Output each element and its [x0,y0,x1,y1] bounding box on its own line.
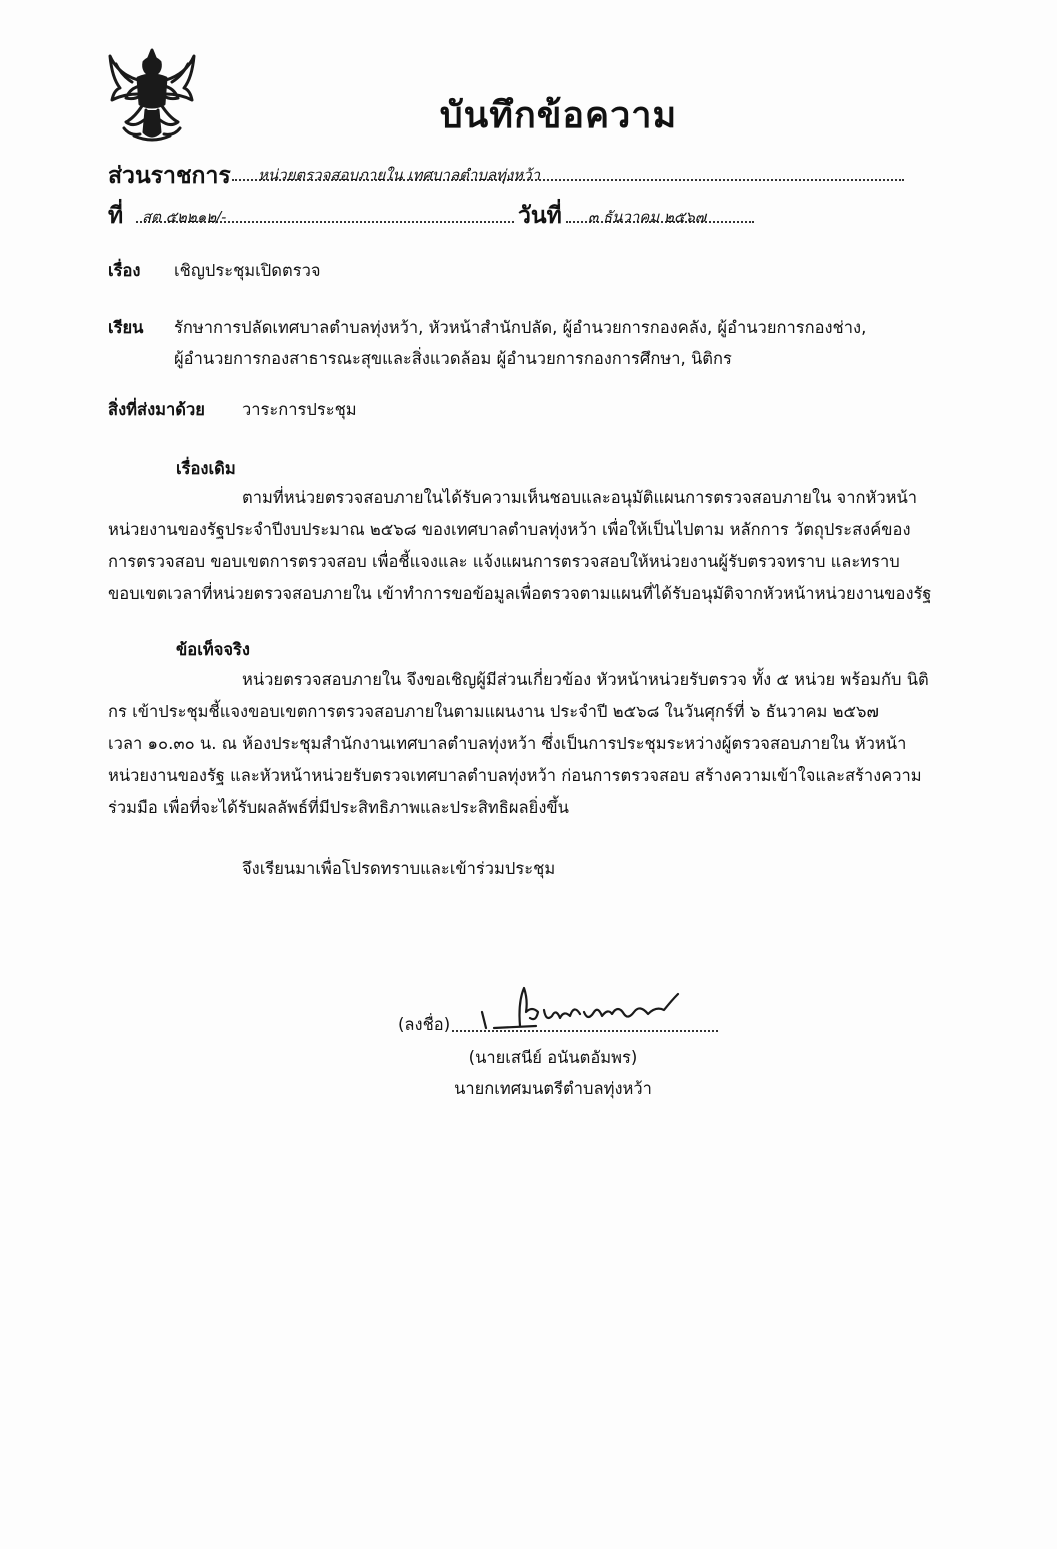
number-value: สต ๕๒๒๑๒/- [142,208,227,226]
facts-heading: ข้อเท็จจริง [176,640,250,659]
background-line: ตามที่หน่วยตรวจสอบภายในได้รับความเห็นชอบและอนุมัติแผนการตรวจสอบภายใน จากหัวหน้า [242,488,918,507]
facts-line: ร่วมมือ เพื่อที่จะได้รับผลลัพธ์ที่มีประสิทธิภาพและประสิทธิผลยิ่งขึ้น [108,798,569,817]
agency-value: หน่วยตรวจสอบภายใน เทศบาลตำบลทุ่งหว้า [258,166,540,184]
to-label: เรียน [108,318,144,337]
signer-position: นายกเทศมนตรีตำบลทุ่งหว้า [454,1079,652,1098]
subject-label: เรื่อง [108,261,141,280]
closing-text: จึงเรียนมาเพื่อโปรดทราบและเข้าร่วมประชุม [242,859,556,878]
background-line: ขอบเขตเวลาที่หน่วยตรวจสอบภายใน เข้าทำการขอข้อมูลเพื่อตรวจตามแผนที่ได้รับอนุมัติจากหัวหน้าหน่วยงานของรัฐ [108,584,932,603]
background-line: การตรวจสอบ ขอบเขตการตรวจสอบ เพื่อชี้แจงและ แจ้งแผนการตรวจสอบให้หน่วยงานผู้รับตรวจทราบ และทราบ [108,552,900,571]
memo-title: บันทึกข้อความ [439,95,678,136]
background-heading: เรื่องเดิม [176,459,236,478]
to-line-1: รักษาการปลัดเทศบาลตำบลทุ่งหว้า, หัวหน้าสำนักปลัด, ผู้อำนวยการกองคลัง, ผู้อำนวยการกองช่าง, [174,318,867,337]
signer-name: (นายเสนีย์ อนันตอัมพร) [468,1048,638,1067]
handwritten-signature-icon [472,982,692,1034]
subject-value: เชิญประชุมเปิดตรวจ [174,261,321,280]
background-line: หน่วยงานของรัฐประจำปีงบประมาณ ๒๕๖๘ ของเทศบาลตำบลทุ่งหว้า เพื่อให้เป็นไปตาม หลักการ วัตถุประสงค์ของ [108,520,911,539]
date-label: วันที่ [518,203,562,229]
sign-label: (ลงชื่อ) [398,1015,451,1034]
attachment-label: สิ่งที่ส่งมาด้วย [108,400,205,419]
facts-line: หน่วยตรวจสอบภายใน จึงขอเชิญผู้มีส่วนเกี่ยวข้อง หัวหน้าหน่วยรับตรวจ ทั้ง ๕ หน่วย พร้อมกับ นิติ [242,670,929,689]
agency-label: ส่วนราชการ [108,163,231,189]
attachment-value: วาระการประชุม [242,400,357,419]
number-label: ที่ [108,203,124,229]
facts-line: หน่วยงานของรัฐ และหัวหน้าหน่วยรับตรวจเทศบาลตำบลทุ่งหว้า ก่อนการตรวจสอบ สร้างความเข้าใจและสร้างความ [108,766,922,785]
facts-line: กร เข้าประชุมชี้แจงขอบเขตการตรวจสอบภายในตามแผนงาน ประจำปี ๒๕๖๘ ในวันศุกร์ที่ ๖ ธันวาคม ๒๕๖๗ [108,702,879,721]
facts-line: เวลา ๑๐.๓๐ น. ณ ห้องประชุมสำนักงานเทศบาลตำบลทุ่งหว้า ซึ่งเป็นการประชุมระหว่างผู้ตรวจสอบภายใน หัวหน้า [108,734,907,753]
date-value: ๓ ธันวาคม ๒๕๖๗ [588,208,707,226]
to-line-2: ผู้อำนวยการกองสาธารณะสุขและสิ่งแวดล้อม ผู้อำนวยการกองการศึกษา, นิติกร [174,349,732,368]
